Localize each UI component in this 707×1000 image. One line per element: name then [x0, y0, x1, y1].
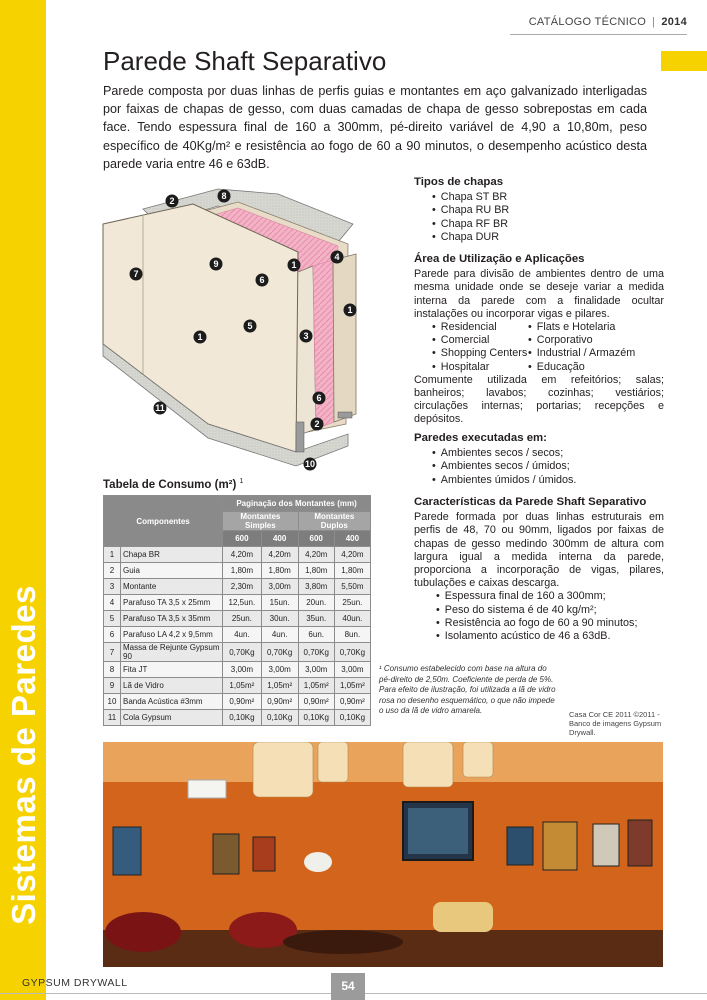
- row-value: 4,20m: [261, 547, 298, 563]
- row-component: Banda Acústica #3mm: [121, 694, 223, 710]
- table-row: [104, 662, 371, 678]
- row-value: 0,70Kg: [298, 643, 334, 662]
- row-value: 3,00m: [334, 662, 370, 678]
- row-value: 30un.: [261, 611, 298, 627]
- row-component: Montante: [121, 579, 223, 595]
- list-item: • Isolamento acústico de 46 a 63dB.: [436, 630, 664, 643]
- svg-text:8: 8: [221, 191, 227, 201]
- footnote-consumo: ¹ Consumo estabelecido com base na altura do pé-direito de 2,50m. Coeficiente de perda de 5%.: [379, 664, 554, 684]
- list-item: • Ambientes úmidos / úmidos.: [432, 474, 664, 487]
- header-rule: [510, 34, 687, 35]
- row-value: 0,90m²: [298, 694, 334, 710]
- page-header: CATÁLOGO TÉCNICO | 2014: [528, 16, 687, 28]
- svg-text:5: 5: [247, 321, 253, 331]
- row-value: 0,10Kg: [298, 710, 334, 726]
- row-value: 35un.: [298, 611, 334, 627]
- svg-text:2: 2: [169, 196, 175, 206]
- row-value: 1,80m: [223, 563, 262, 579]
- list-item: • Resistência ao fogo de 60 a 90 minutos;: [436, 617, 664, 630]
- row-value: 20un.: [298, 595, 334, 611]
- row-number: 1: [104, 547, 121, 563]
- row-component: Cola Gypsum: [121, 710, 223, 726]
- row-value: 4un.: [223, 627, 262, 643]
- footnote: [379, 664, 559, 717]
- svg-text:6: 6: [259, 275, 265, 285]
- svg-text:7: 7: [133, 269, 139, 279]
- list-item: • Educação: [528, 361, 648, 374]
- row-value: 25un.: [223, 611, 262, 627]
- row-number: 3: [104, 579, 121, 595]
- table-row: [104, 678, 371, 694]
- row-number: 7: [104, 643, 121, 662]
- list-item: • Hospitalar: [432, 361, 528, 374]
- list-item: • Peso do sistema é de 40 kg/m²;: [436, 604, 664, 617]
- svg-text:1: 1: [347, 305, 353, 315]
- area-text-2: Comumente utilizada em refeitórios; salas; banheiros; lavabos; cozinhas; vestiários; circulações internas; portarias; recepções e depósitos.: [414, 373, 664, 426]
- row-component: Massa de Rejunte Gypsum 90: [121, 643, 223, 662]
- tipos-chapas-heading: Tipos de chapas: [414, 176, 504, 188]
- table-title: Tabela de Consumo (m²) $^1$: [103, 478, 244, 491]
- svg-text:9: 9: [213, 259, 219, 269]
- row-value: 3,00m: [298, 662, 334, 678]
- table-row: [104, 563, 371, 579]
- catalog-label: CATÁLOGO TÉCNICO: [528, 16, 647, 28]
- row-number: 2: [104, 563, 121, 579]
- svg-text:10: 10: [304, 459, 316, 469]
- table-row: [104, 579, 371, 595]
- row-component: Lã de Vidro: [121, 678, 223, 694]
- row-component: Fita JT: [121, 662, 223, 678]
- caracteristicas-section: [414, 496, 664, 643]
- row-value: 0,70Kg: [261, 643, 298, 662]
- wall-schematic-diagram: [98, 184, 398, 474]
- row-component: Parafuso LA 4,2 x 9,5mm: [121, 627, 223, 643]
- svg-text:3: 3: [303, 331, 309, 341]
- list-item: • Espessura final de 160 a 300mm;: [436, 590, 664, 603]
- row-number: 11: [104, 710, 121, 726]
- row-value: 3,80m: [298, 579, 334, 595]
- section-side-title: [4, 585, 44, 925]
- col-simples: Montantes Simples: [223, 512, 299, 531]
- page-title: Parede Shaft Separativo: [103, 46, 387, 76]
- interior-photo: [103, 742, 663, 967]
- row-value: 40un.: [334, 611, 370, 627]
- intro-paragraph: Parede composta por duas linhas de perfis guias e montantes em aço galvanizado interligadas por faixas de chapas de gesso, com duas camadas de chapa de gesso sobrepostas em cada face. Tendo espessura final de 160 a 300mm, pé-direito variável de 4,90 a 10,80m, peso específico de 40Kg/m² e resistência ao fogo de 60 a 90 minutos, o desempenho acústico desta parede varia entre 46 e 63dB.: [103, 84, 647, 171]
- area-section: [414, 253, 664, 427]
- row-value: 1,05m²: [223, 678, 262, 694]
- tab-marker: [661, 51, 707, 71]
- col-spacing: 400: [334, 531, 370, 547]
- row-number: 9: [104, 678, 121, 694]
- area-heading: Área de Utilização e Aplicações: [414, 253, 585, 265]
- row-value: 4un.: [261, 627, 298, 643]
- row-component: Parafuso TA 3,5 x 35mm: [121, 611, 223, 627]
- row-value: 4,20m: [334, 547, 370, 563]
- table-row: [104, 611, 371, 627]
- row-value: 3,00m: [223, 662, 262, 678]
- list-item: • Chapa ST BR: [432, 191, 664, 204]
- row-value: 1,80m: [261, 563, 298, 579]
- row-value: 0,90m²: [223, 694, 262, 710]
- row-value: 1,05m²: [261, 678, 298, 694]
- col-spacing: 400: [261, 531, 298, 547]
- row-value: 15un.: [261, 595, 298, 611]
- row-value: 0,70Kg: [334, 643, 370, 662]
- table-row: [104, 710, 371, 726]
- row-number: 8: [104, 662, 121, 678]
- area-text: Parede para divisão de ambientes dentro de uma mesma unidade onde se deseje variar a medida interna da parede com a finalidade ocultar instalações ou incorporar vigas e pilares.: [414, 268, 664, 320]
- row-value: 1,05m²: [298, 678, 334, 694]
- svg-text:1: 1: [291, 260, 297, 270]
- row-component: Chapa BR: [121, 547, 223, 563]
- list-item: • Corporativo: [528, 334, 648, 347]
- table-row: [104, 595, 371, 611]
- area-list: [414, 321, 664, 374]
- row-value: 1,80m: [298, 563, 334, 579]
- row-component: Guia: [121, 563, 223, 579]
- row-value: 0,90m²: [334, 694, 370, 710]
- caracteristicas-text: Parede formada por duas linhas estruturais em perfis de 48, 70 ou 90mm, ligados por faixas de chapas de gesso medindo 300mm de altura com largura igual a medida interna da parede, proporciona a incorporação de vigas, pilares, tubulações e caixas descarga.: [414, 511, 664, 590]
- row-value: 0,90m²: [261, 694, 298, 710]
- consumption-table: [103, 495, 371, 726]
- col-group: Paginação dos Montantes (mm): [223, 496, 371, 512]
- row-value: 0,10Kg: [261, 710, 298, 726]
- caracteristicas-heading: Características da Parede Shaft Separativo: [414, 496, 647, 508]
- row-value: 1,80m: [334, 563, 370, 579]
- list-item: • Ambientes secos / secos;: [432, 447, 664, 460]
- col-duplos: Montantes Duplos: [298, 512, 370, 531]
- row-value: 4,20m: [298, 547, 334, 563]
- list-item: • Chapa RU BR: [432, 204, 664, 217]
- tipos-chapas-section: [414, 176, 664, 244]
- row-value: 8un.: [334, 627, 370, 643]
- table-row: [104, 547, 371, 563]
- svg-text:4: 4: [334, 252, 340, 262]
- row-value: 1,05m²: [334, 678, 370, 694]
- row-value: 3,00m: [261, 579, 298, 595]
- row-number: 10: [104, 694, 121, 710]
- svg-text:6: 6: [316, 393, 322, 403]
- row-number: 6: [104, 627, 121, 643]
- row-value: 4,20m: [223, 547, 262, 563]
- footer-brand: GYPSUM DRYWALL: [22, 977, 128, 989]
- side-title-text: Sistemas de Paredes: [5, 585, 42, 925]
- page-number: 54: [331, 973, 365, 1000]
- row-number: 5: [104, 611, 121, 627]
- svg-text:2: 2: [314, 419, 320, 429]
- table-row: [104, 627, 371, 643]
- row-value: 3,00m: [261, 662, 298, 678]
- list-item: • Flats e Hotelaria: [528, 321, 648, 334]
- list-item: • Comercial: [432, 334, 528, 347]
- svg-text:1: 1: [197, 332, 203, 342]
- svg-text:11: 11: [155, 403, 165, 413]
- photo-credit: Casa Cor CE 2011 ©2011 - Banco de imagens Gypsum Drywall.: [569, 710, 662, 737]
- col-spacing: 600: [298, 531, 334, 547]
- row-value: 6un.: [298, 627, 334, 643]
- list-item: • Shopping Centers: [432, 347, 528, 360]
- row-number: 4: [104, 595, 121, 611]
- col-spacing: 600: [223, 531, 262, 547]
- list-item: • Chapa RF BR: [432, 218, 664, 231]
- row-value: 5,50m: [334, 579, 370, 595]
- row-value: 12,5un.: [223, 595, 262, 611]
- row-value: 0,10Kg: [334, 710, 370, 726]
- table-row: [104, 694, 371, 710]
- row-value: 25un.: [334, 595, 370, 611]
- list-item: • Ambientes secos / úmidos;: [432, 460, 664, 473]
- executadas-heading: Paredes executadas em:: [414, 432, 547, 444]
- footnote-ilustracao: Para efeito de ilustração, foi utilizada a lã de vidro rosa no desenho esquemático, o que não impede o uso da lã de vidro amarela.: [379, 685, 556, 715]
- catalog-year: 2014: [661, 16, 687, 28]
- row-value: 0,10Kg: [223, 710, 262, 726]
- list-item: • Chapa DUR: [432, 231, 664, 244]
- list-item: • Residencial: [432, 321, 528, 334]
- executadas-section: [414, 432, 664, 487]
- table-row: [104, 643, 371, 662]
- row-value: 2,30m: [223, 579, 262, 595]
- row-component: Parafuso TA 3,5 x 25mm: [121, 595, 223, 611]
- col-components: Componentes: [104, 496, 223, 547]
- row-value: 0,70Kg: [223, 643, 262, 662]
- list-item: • Industrial / Armazém: [528, 347, 648, 360]
